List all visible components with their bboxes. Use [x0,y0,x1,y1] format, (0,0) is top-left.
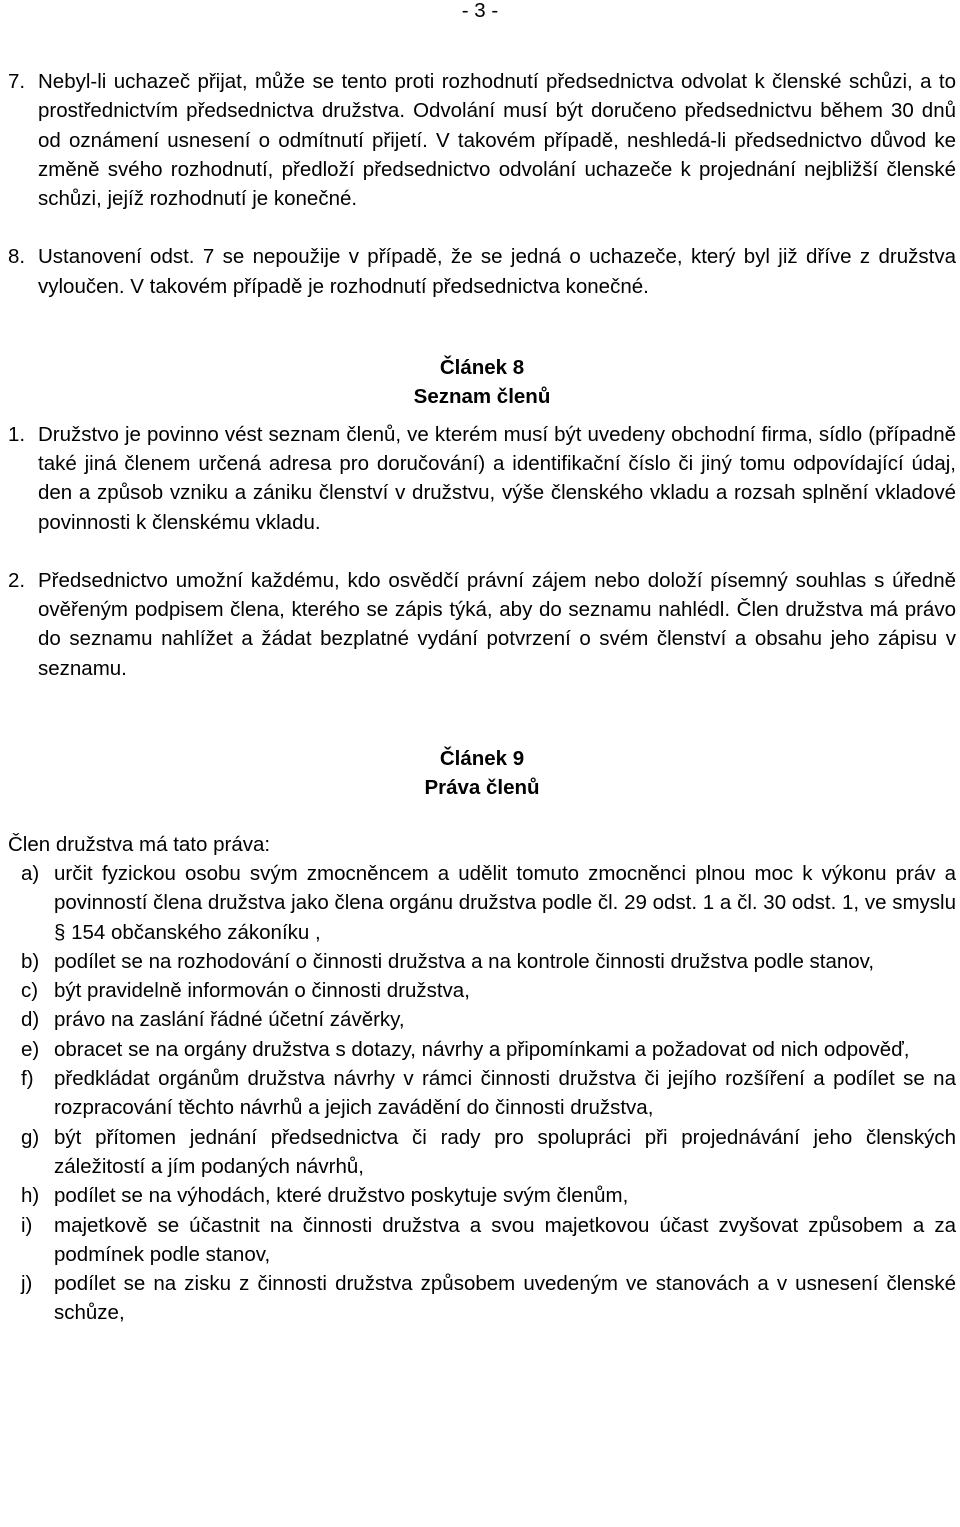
rights-list-item [8,1035,956,1064]
paragraph-text: Předsednictvo umožní každému, kdo osvědčí právní zájem nebo doloží písemný souhlas s úředně ověřeným podpisem člena, kterého se zápis týká, aby do seznamu nahlédl. Člen družstva má právo do seznamu nahlížet a žádat bezplatné vydání potvrzení o svém členství a obsahu jeho zápisu v seznamu. [38,568,956,680]
article-8-title: Článek 8 [439,356,525,380]
item-letter: a) [21,861,40,885]
item-text: právo na zaslání řádné účetní závěrky, [54,1008,405,1032]
item-text: být přítomen jednání předsednictva či rady pro spolupráci při projednávání jeho členských záležitostí a jím podaných návrhů, [54,1125,956,1178]
article-8-paragraph-1 [8,420,956,537]
item-text: předkládat orgánům družstva návrhy v rámci činnosti družstva či jejího rozšíření a podílet se na rozpracování těchto návrhů a jejich zavádění do činnosti družstva, [54,1067,956,1120]
rights-list-item [8,947,956,976]
item-letter: b) [21,949,40,973]
item-letter: f) [21,1067,34,1091]
item-letter: g) [21,1125,40,1149]
rights-list [8,859,956,1328]
item-text: majetkově se účastnit na činnosti družstva a svou majetkovou účast zvyšovat způsobem a za podmínek podle stanov, [54,1213,956,1266]
paragraph-text: Ustanovení odst. 7 se nepoužije v případě, že se jedná o uchazeče, který byl již dříve z družstva vyloučen. V takovém případě je rozhodnutí předsednictva konečné. [38,245,956,298]
item-text: určit fyzickou osobu svým zmocněncem a udělit tomuto zmocněnci plnou moc k výkonu práv a povinností člena družstva jako člena orgánu družstva podle čl. 29 odst. 1 a čl. 30 odst. 1, ve smyslu § 154 občanského zákoníku , [54,861,956,944]
item-text: obracet se na orgány družstva s dotazy, návrhy a připomínkami a požadovat od nich odpověď, [54,1037,910,1061]
article-9-subtitle: Práva členů [424,776,540,800]
paragraph-7 [8,67,956,213]
item-text: být pravidelně informován o činnosti družstva, [54,979,470,1003]
article-9-title: Článek 9 [439,747,525,771]
rights-list-item [8,1064,956,1123]
paragraph-number: 1. [8,422,26,446]
item-letter: j) [21,1272,33,1296]
article-8-subtitle: Seznam členů [413,385,551,409]
rights-list-item [8,1123,956,1182]
rights-list-item [8,1181,956,1210]
item-letter: d) [21,1008,40,1032]
rights-list-item [8,1005,956,1034]
paragraph-number: 2. [8,568,26,592]
rights-list-item [8,976,956,1005]
rights-list-item [8,1269,956,1328]
rights-intro: Člen družstva má tato práva: [8,832,271,856]
item-text: podílet se na rozhodování o činnosti družstva a na kontrole činnosti družstva podle stanov, [54,949,875,973]
paragraph-text: Nebyl-li uchazeč přijat, může se tento proti rozhodnutí předsednictva odvolat k členské schůzi, a to prostřednictvím předsednictva družstva. Odvolání musí být doručeno předsednictvu během 30 dnů od oznámení usnesení o odmítnutí přijetí. V takovém případě, neshledá-li předsednictvo důvod ke změně svého rozhodnutí, předloží předsednictvo odvolání uchazeče k projednání nejbližší členské schůzi, jejíž rozhodnutí je konečné. [38,70,956,211]
item-letter: c) [21,979,39,1003]
rights-list-item [8,1211,956,1270]
paragraph-text: Družstvo je povinno vést seznam členů, ve kterém musí být uvedeny obchodní firma, sídlo (případně také jiná členem určená adresa pro doručování) a identifikační číslo či jiný tomu odpovídající údaj, den a způsob vzniku a zániku členství v družstvu, výše členského vkladu a rozsah splnění vkladové povinnosti k členskému vkladu. [38,422,956,534]
paragraph-number: 8. [8,245,26,269]
item-letter: e) [21,1037,40,1061]
paragraph-number: 7. [8,70,26,93]
item-text: podílet se na zisku z činnosti družstva způsobem uvedeným ve stanovách a v usnesení členské schůze, [54,1272,956,1325]
document-body [8,67,956,1328]
rights-list-item [8,859,956,947]
item-letter: i) [21,1213,33,1237]
paragraph-8 [8,242,956,301]
article-8-paragraph-2 [8,566,956,683]
item-text: podílet se na výhodách, které družstvo poskytuje svým členům, [54,1184,629,1208]
page-number: - 3 - [461,0,499,22]
item-letter: h) [21,1184,40,1208]
